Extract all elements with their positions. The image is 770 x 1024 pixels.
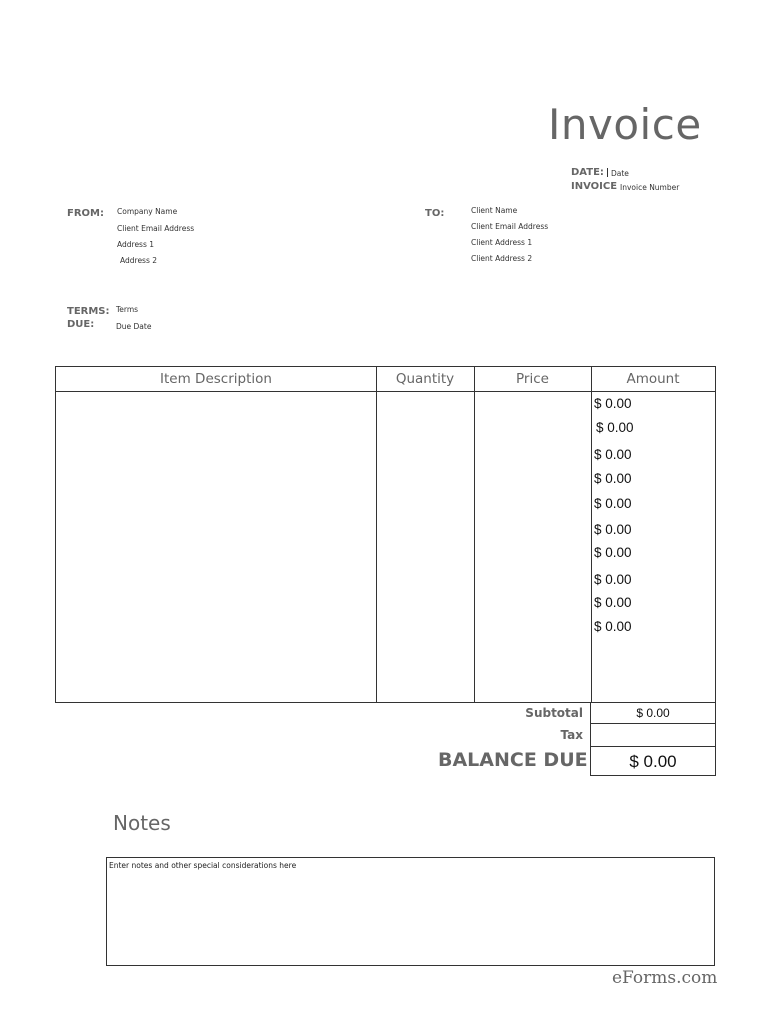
tax-field[interactable]: [590, 723, 716, 747]
date-label: DATE:: [571, 167, 604, 178]
from-label: FROM:: [67, 208, 104, 219]
balance-due-field[interactable]: [590, 746, 716, 776]
to-address1-field[interactable]: Client Address 1: [471, 238, 533, 247]
balance-due-label: BALANCE DUE: [438, 749, 588, 771]
balance-due-value: $ 0.00: [629, 752, 677, 771]
from-address2-field[interactable]: Address 2: [120, 256, 158, 265]
column-divider: [474, 367, 475, 702]
to-address2-field[interactable]: Client Address 2: [471, 254, 533, 263]
amount-row-4[interactable]: $ 0.00: [594, 471, 632, 486]
subtotal-value: $ 0.00: [636, 706, 670, 720]
due-date-field[interactable]: Due Date: [116, 322, 152, 331]
invoice-number-field[interactable]: Invoice Number: [620, 183, 680, 192]
column-divider: [376, 367, 377, 702]
subtotal-field[interactable]: [590, 702, 716, 724]
header-amount: Amount: [626, 371, 680, 387]
date-value: Date: [611, 169, 629, 178]
amount-row-5[interactable]: $ 0.00: [594, 496, 632, 511]
due-label: DUE:: [67, 319, 95, 330]
date-field[interactable]: [607, 168, 629, 178]
amount-row-9[interactable]: $ 0.00: [594, 595, 632, 610]
invoice-title: Invoice: [548, 100, 702, 149]
tax-label: Tax: [560, 728, 583, 742]
notes-title: Notes: [113, 811, 171, 835]
amount-row-6[interactable]: $ 0.00: [594, 522, 632, 537]
amount-row-7[interactable]: $ 0.00: [594, 545, 632, 560]
amount-row-10[interactable]: $ 0.00: [594, 619, 632, 634]
from-company-field[interactable]: Company Name: [117, 207, 178, 216]
to-label: TO:: [425, 208, 445, 219]
terms-field[interactable]: Terms: [116, 305, 139, 314]
subtotal-label: Subtotal: [525, 706, 583, 720]
header-quantity: Quantity: [395, 371, 455, 387]
amount-row-2[interactable]: $ 0.00: [596, 420, 634, 435]
items-table: [55, 366, 716, 703]
header-item-description: Item Description: [160, 371, 272, 387]
invoice-number-label: INVOICE: [571, 181, 618, 192]
notes-textarea[interactable]: [106, 857, 715, 966]
amount-row-3[interactable]: $ 0.00: [594, 447, 632, 462]
terms-label: TERMS:: [67, 306, 110, 317]
column-divider: [591, 367, 592, 702]
amount-row-1[interactable]: $ 0.00: [594, 396, 632, 411]
header-price: Price: [516, 371, 549, 387]
to-email-field[interactable]: Client Email Address: [471, 222, 549, 231]
eforms-logo: eForms.com: [612, 968, 718, 988]
to-name-field[interactable]: Client Name: [471, 206, 518, 215]
header-divider: [56, 391, 715, 392]
notes-placeholder: Enter notes and other special considerations here: [109, 861, 297, 870]
text-cursor: [607, 168, 608, 177]
amount-row-8[interactable]: $ 0.00: [594, 572, 632, 587]
from-email-field[interactable]: Client Email Address: [117, 224, 195, 233]
from-address1-field[interactable]: Address 1: [117, 240, 155, 249]
